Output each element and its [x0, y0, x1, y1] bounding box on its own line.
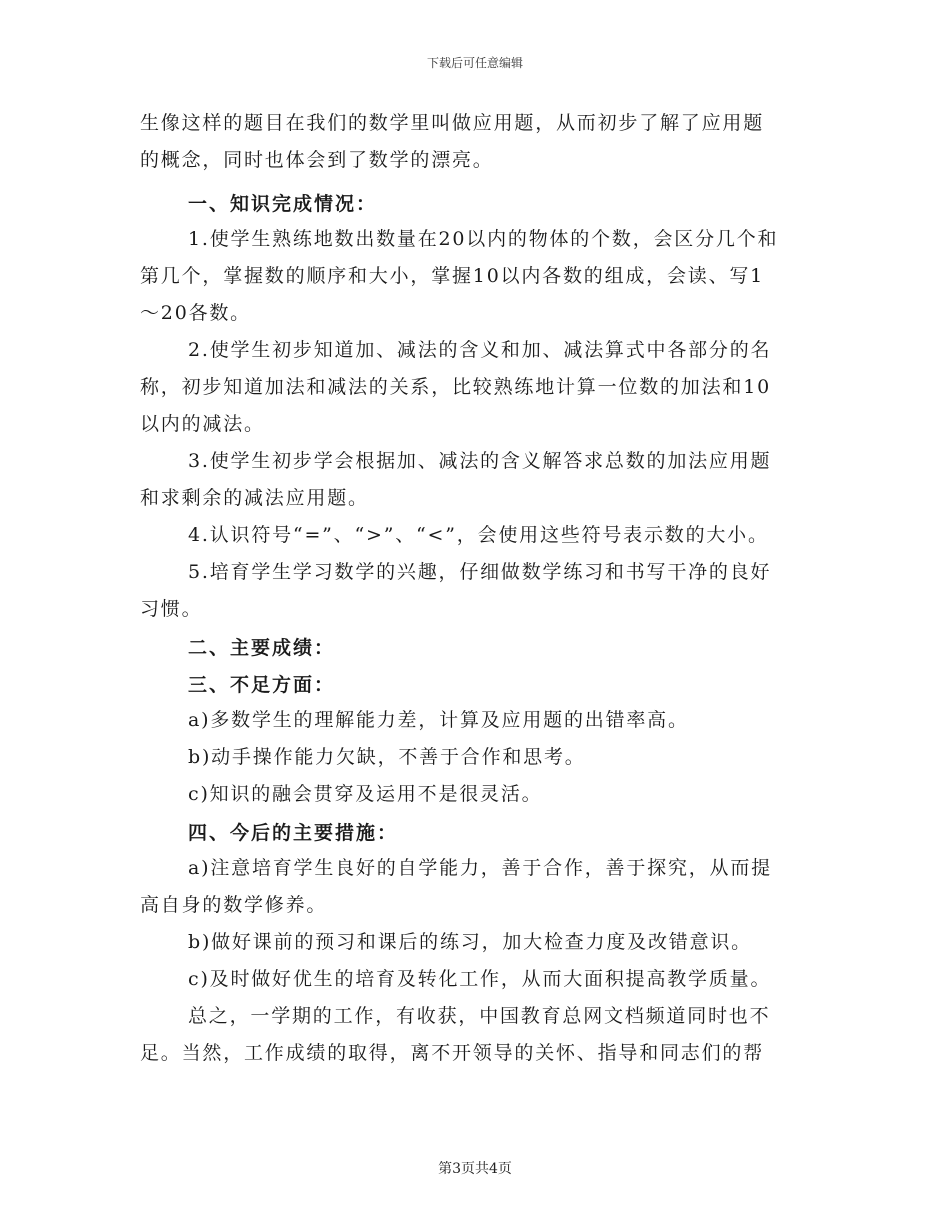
- text-line: 的概念，同时也体会到了数学的漂亮。: [140, 149, 494, 171]
- text-line: 总之，一学期的工作，有收获，中国教育总网文档频道同时也不: [188, 1005, 771, 1027]
- text-line: a)多数学生的理解能力差，计算及应用题的出错率高。: [188, 709, 689, 731]
- text-line: 称，初步知道加法和减法的关系，比较熟练地计算一位数的加法和10: [140, 376, 771, 398]
- text-line: c)知识的融会贯穿及运用不是很灵活。: [188, 783, 543, 805]
- text-line: 和求剩余的减法应用题。: [140, 487, 369, 509]
- page-number: 第3页共4页: [438, 1161, 512, 1177]
- text-line: 1.使学生熟练地数出数量在20以内的物体的个数，会区分几个和: [188, 228, 779, 250]
- text-line: 习惯。: [140, 598, 203, 620]
- section-heading: 二、主要成绩：: [188, 637, 336, 659]
- section-heading: 三、不足方面：: [188, 674, 336, 696]
- text-line: 3.使学生初步学会根据加、减法的含义解答求总数的加法应用题: [188, 450, 772, 472]
- text-line: 以内的减法。: [140, 413, 265, 435]
- page-header: 下载后可任意编辑: [426, 56, 523, 70]
- text-line: 足。当然，工作成绩的取得，离不开领导的关怀、指导和同志们的帮: [140, 1042, 765, 1064]
- text-line: 第几个，掌握数的顺序和大小，掌握10以内各数的组成，会读、写1: [140, 265, 765, 287]
- text-line: b)动手操作能力欠缺，不善于合作和思考。: [188, 746, 586, 768]
- text-line: b)做好课前的预习和课后的练习，加大检查力度及改错意识。: [188, 931, 752, 953]
- section-heading: 四、今后的主要措施：: [188, 822, 399, 844]
- text-line: 2.使学生初步知道加、减法的含义和加、减法算式中各部分的名: [188, 339, 772, 361]
- text-line: 4.认识符号“=”、“>”、“<”，会使用这些符号表示数的大小。: [188, 524, 769, 546]
- text-line: ～20各数。: [140, 302, 251, 324]
- text-line: 高自身的数学修养。: [140, 894, 328, 916]
- text-line: 5.培育学生学习数学的兴趣，仔细做数学练习和书写干净的良好: [188, 561, 772, 583]
- text-line: a)注意培育学生良好的自学能力，善于合作，善于探究，从而提: [188, 857, 772, 879]
- text-line: c)及时做好优生的培育及转化工作，从而大面积提高教学质量。: [188, 968, 772, 990]
- text-line: 生像这样的题目在我们的数学里叫做应用题，从而初步了解了应用题: [140, 112, 765, 134]
- section-heading: 一、知识完成情况：: [188, 193, 378, 215]
